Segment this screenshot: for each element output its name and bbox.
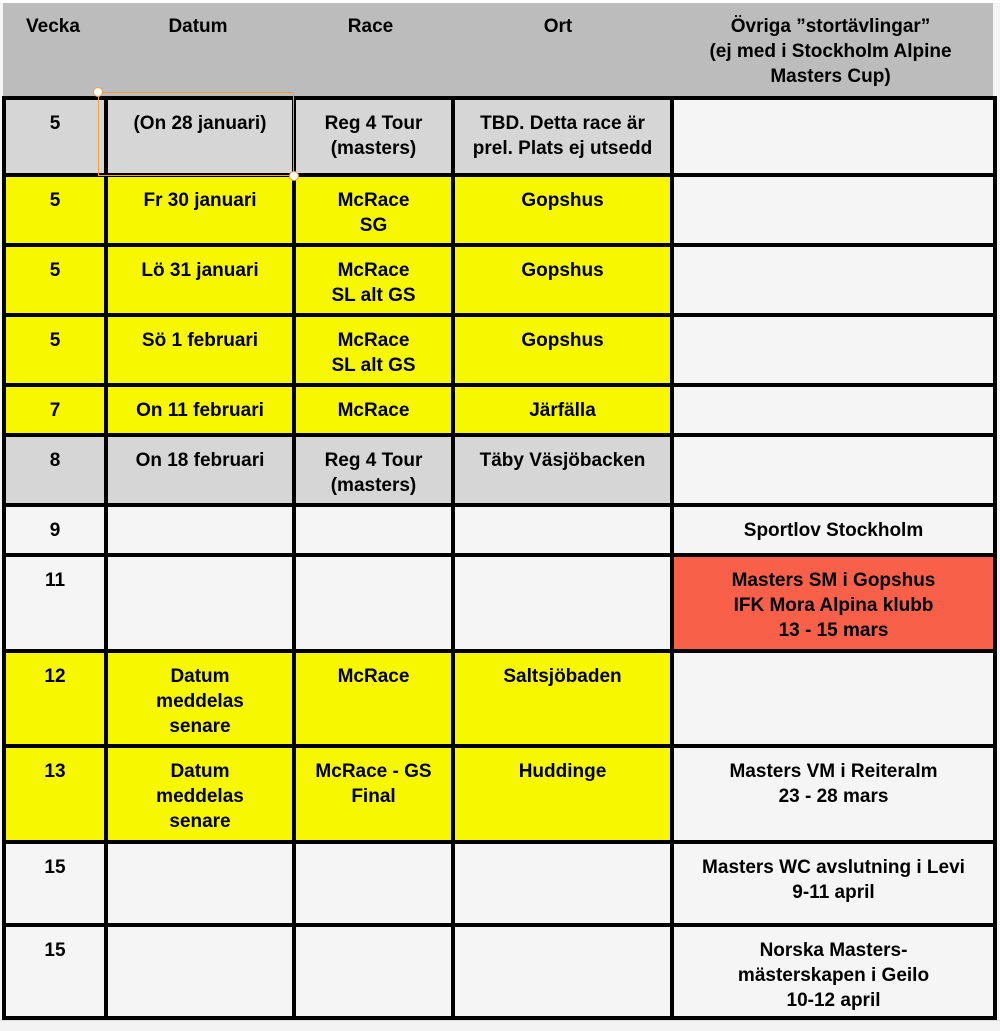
vecka-text: 15 [44, 857, 66, 878]
datum-text: Datum [170, 761, 230, 782]
ort-text: Saltsjöbaden [503, 666, 622, 687]
race-text: SL alt GS [331, 355, 416, 376]
ort-text: Gopshus [521, 330, 604, 351]
vecka-text: 7 [49, 400, 61, 421]
ovriga-text: Sportlov Stockholm [743, 520, 924, 541]
cell-vecka[interactable] [4, 98, 106, 175]
cell-ovriga[interactable] [672, 98, 995, 175]
bottom-edge [0, 1020, 1000, 1031]
header-ovriga-line: Masters Cup) [770, 66, 891, 87]
cell-race[interactable] [294, 555, 453, 651]
cell-race[interactable] [294, 842, 453, 925]
cell-vecka[interactable] [4, 651, 106, 746]
race-text: McRace [337, 330, 410, 351]
table-row [4, 175, 995, 245]
ovriga-text: Masters WC avslutning i Levi [702, 857, 965, 878]
table-row [4, 98, 995, 175]
cell-ovriga[interactable] [672, 925, 995, 1018]
cell-ovriga[interactable] [672, 746, 995, 842]
ovriga-text: Masters VM i Reiteralm [729, 761, 938, 782]
vecka-text: 8 [49, 450, 61, 471]
race-text: SG [359, 215, 388, 236]
race-text: SL alt GS [331, 285, 416, 306]
cell-vecka[interactable] [4, 746, 106, 842]
race-text: McRace [337, 666, 410, 687]
vecka-text: 5 [49, 190, 61, 211]
vecka-text: 5 [49, 113, 61, 134]
table-row [4, 842, 995, 925]
race-schedule-table [2, 96, 997, 1020]
datum-text: meddelas [156, 691, 244, 712]
datum-text: Sö 1 februari [141, 330, 259, 351]
cell-ovriga[interactable] [672, 651, 995, 746]
cell-vecka[interactable] [4, 555, 106, 651]
table-row [4, 315, 995, 385]
cell-race[interactable] [294, 746, 453, 842]
cell-datum[interactable] [106, 555, 294, 651]
cell-datum[interactable] [106, 925, 294, 1018]
cell-vecka[interactable] [4, 842, 106, 925]
cell-vecka[interactable] [4, 505, 106, 555]
header-race [293, 14, 448, 39]
cell-vecka[interactable] [4, 435, 106, 505]
cell-ovriga[interactable] [672, 435, 995, 505]
cell-ovriga[interactable] [672, 505, 995, 555]
cell-datum[interactable] [106, 842, 294, 925]
cell-ort[interactable] [453, 98, 672, 175]
cell-datum[interactable] [106, 175, 294, 245]
cell-datum[interactable] [106, 651, 294, 746]
cell-ort[interactable] [453, 435, 672, 505]
cell-ovriga[interactable] [672, 175, 995, 245]
header-datum [103, 14, 293, 39]
ort-text: Täby Väsjöbacken [479, 450, 646, 471]
selection-handle-bottom-right[interactable] [289, 171, 299, 181]
table-row [4, 746, 995, 842]
header-datum-label: Datum [168, 16, 228, 37]
cell-vecka[interactable] [4, 245, 106, 315]
race-text: (masters) [330, 475, 417, 496]
ort-text: Gopshus [521, 260, 604, 281]
vecka-text: 5 [49, 330, 61, 351]
header-ovriga [668, 14, 993, 89]
cell-datum[interactable] [106, 315, 294, 385]
cell-race[interactable] [294, 385, 453, 435]
ovriga-text: 10-12 april [786, 990, 881, 1011]
header-ort [448, 14, 668, 39]
cell-vecka[interactable] [4, 175, 106, 245]
cell-race[interactable] [294, 245, 453, 315]
cell-vecka[interactable] [4, 315, 106, 385]
datum-text: Lö 31 januari [141, 260, 259, 281]
ovriga-text: mästerskapen i Geilo [737, 965, 930, 986]
ort-text: Gopshus [521, 190, 604, 211]
cell-datum[interactable] [106, 98, 294, 175]
table-row [4, 555, 995, 651]
ort-text: prel. Plats ej utsedd [472, 138, 653, 159]
cell-datum[interactable] [106, 435, 294, 505]
cell-race[interactable] [294, 651, 453, 746]
cell-ovriga[interactable] [672, 245, 995, 315]
cell-ort[interactable] [453, 245, 672, 315]
datum-text: meddelas [156, 786, 244, 807]
cell-ort[interactable] [453, 175, 672, 245]
header-ovriga-line: Övriga ”stortävlingar” [730, 16, 931, 37]
race-text: McRace [337, 190, 410, 211]
table-row [4, 651, 995, 746]
race-text: McRace - GS [315, 761, 432, 782]
header-race-label: Race [347, 16, 394, 37]
ovriga-text: 9-11 april [792, 882, 875, 903]
cell-ort[interactable] [453, 555, 672, 651]
cell-ovriga[interactable] [672, 842, 995, 925]
datum-text: (On 28 januari) [133, 113, 267, 134]
table-row [4, 245, 995, 315]
race-text: Final [351, 786, 396, 807]
cell-ort[interactable] [453, 505, 672, 555]
datum-text: senare [169, 716, 231, 737]
table-row [4, 385, 995, 435]
ort-text: Järfälla [529, 400, 596, 421]
datum-text: On 18 februari [135, 450, 265, 471]
vecka-text: 5 [49, 260, 61, 281]
vecka-text: 13 [44, 761, 66, 782]
vecka-text: 15 [44, 940, 66, 961]
cell-race[interactable] [294, 175, 453, 245]
race-text: Reg 4 Tour [324, 113, 423, 134]
table-row [4, 435, 995, 505]
vecka-text: 9 [49, 520, 61, 541]
cell-race[interactable] [294, 925, 453, 1018]
cell-race[interactable] [294, 315, 453, 385]
cell-ort[interactable] [453, 315, 672, 385]
datum-text: senare [169, 811, 231, 832]
cell-ovriga[interactable] [672, 555, 995, 651]
ort-text: TBD. Detta race är [480, 113, 645, 134]
cell-vecka[interactable] [4, 925, 106, 1018]
datum-text: Datum [170, 666, 230, 687]
table-row [4, 505, 995, 555]
ovriga-text: 13 - 15 mars [778, 620, 889, 641]
race-text: Reg 4 Tour [324, 450, 423, 471]
ort-text: Huddinge [518, 761, 607, 782]
race-text: McRace [337, 400, 410, 421]
ovriga-text: 23 - 28 mars [778, 786, 889, 807]
cell-ort[interactable] [453, 925, 672, 1018]
cell-vecka[interactable] [4, 385, 106, 435]
cell-ovriga[interactable] [672, 385, 995, 435]
vecka-text: 12 [44, 666, 66, 687]
datum-text: Fr 30 januari [143, 190, 257, 211]
ovriga-text: Masters SM i Gopshus [731, 570, 936, 591]
table-row [4, 925, 995, 1018]
race-text: (masters) [330, 138, 417, 159]
cell-race[interactable] [294, 435, 453, 505]
cell-ort[interactable] [453, 385, 672, 435]
header-ovriga-line: (ej med i Stockholm Alpine [709, 41, 952, 62]
cell-race[interactable] [294, 98, 453, 175]
cell-ort[interactable] [453, 746, 672, 842]
header-vecka-label: Vecka [26, 16, 80, 37]
header-ort-label: Ort [543, 16, 573, 37]
ovriga-text: Norska Masters- [759, 940, 908, 961]
cell-datum[interactable] [106, 746, 294, 842]
vecka-text: 11 [44, 570, 66, 591]
cell-ort[interactable] [453, 651, 672, 746]
selection-handle-top-left[interactable] [93, 87, 103, 97]
ovriga-text: IFK Mora Alpina klubb [733, 595, 934, 616]
header-vecka [3, 14, 103, 39]
cell-ovriga[interactable] [672, 315, 995, 385]
cell-ort[interactable] [453, 842, 672, 925]
cell-datum[interactable] [106, 245, 294, 315]
cell-race[interactable] [294, 505, 453, 555]
cell-datum[interactable] [106, 385, 294, 435]
datum-text: On 11 februari [136, 400, 264, 421]
cell-datum[interactable] [106, 505, 294, 555]
race-text: McRace [337, 260, 410, 281]
table-header [3, 3, 993, 96]
